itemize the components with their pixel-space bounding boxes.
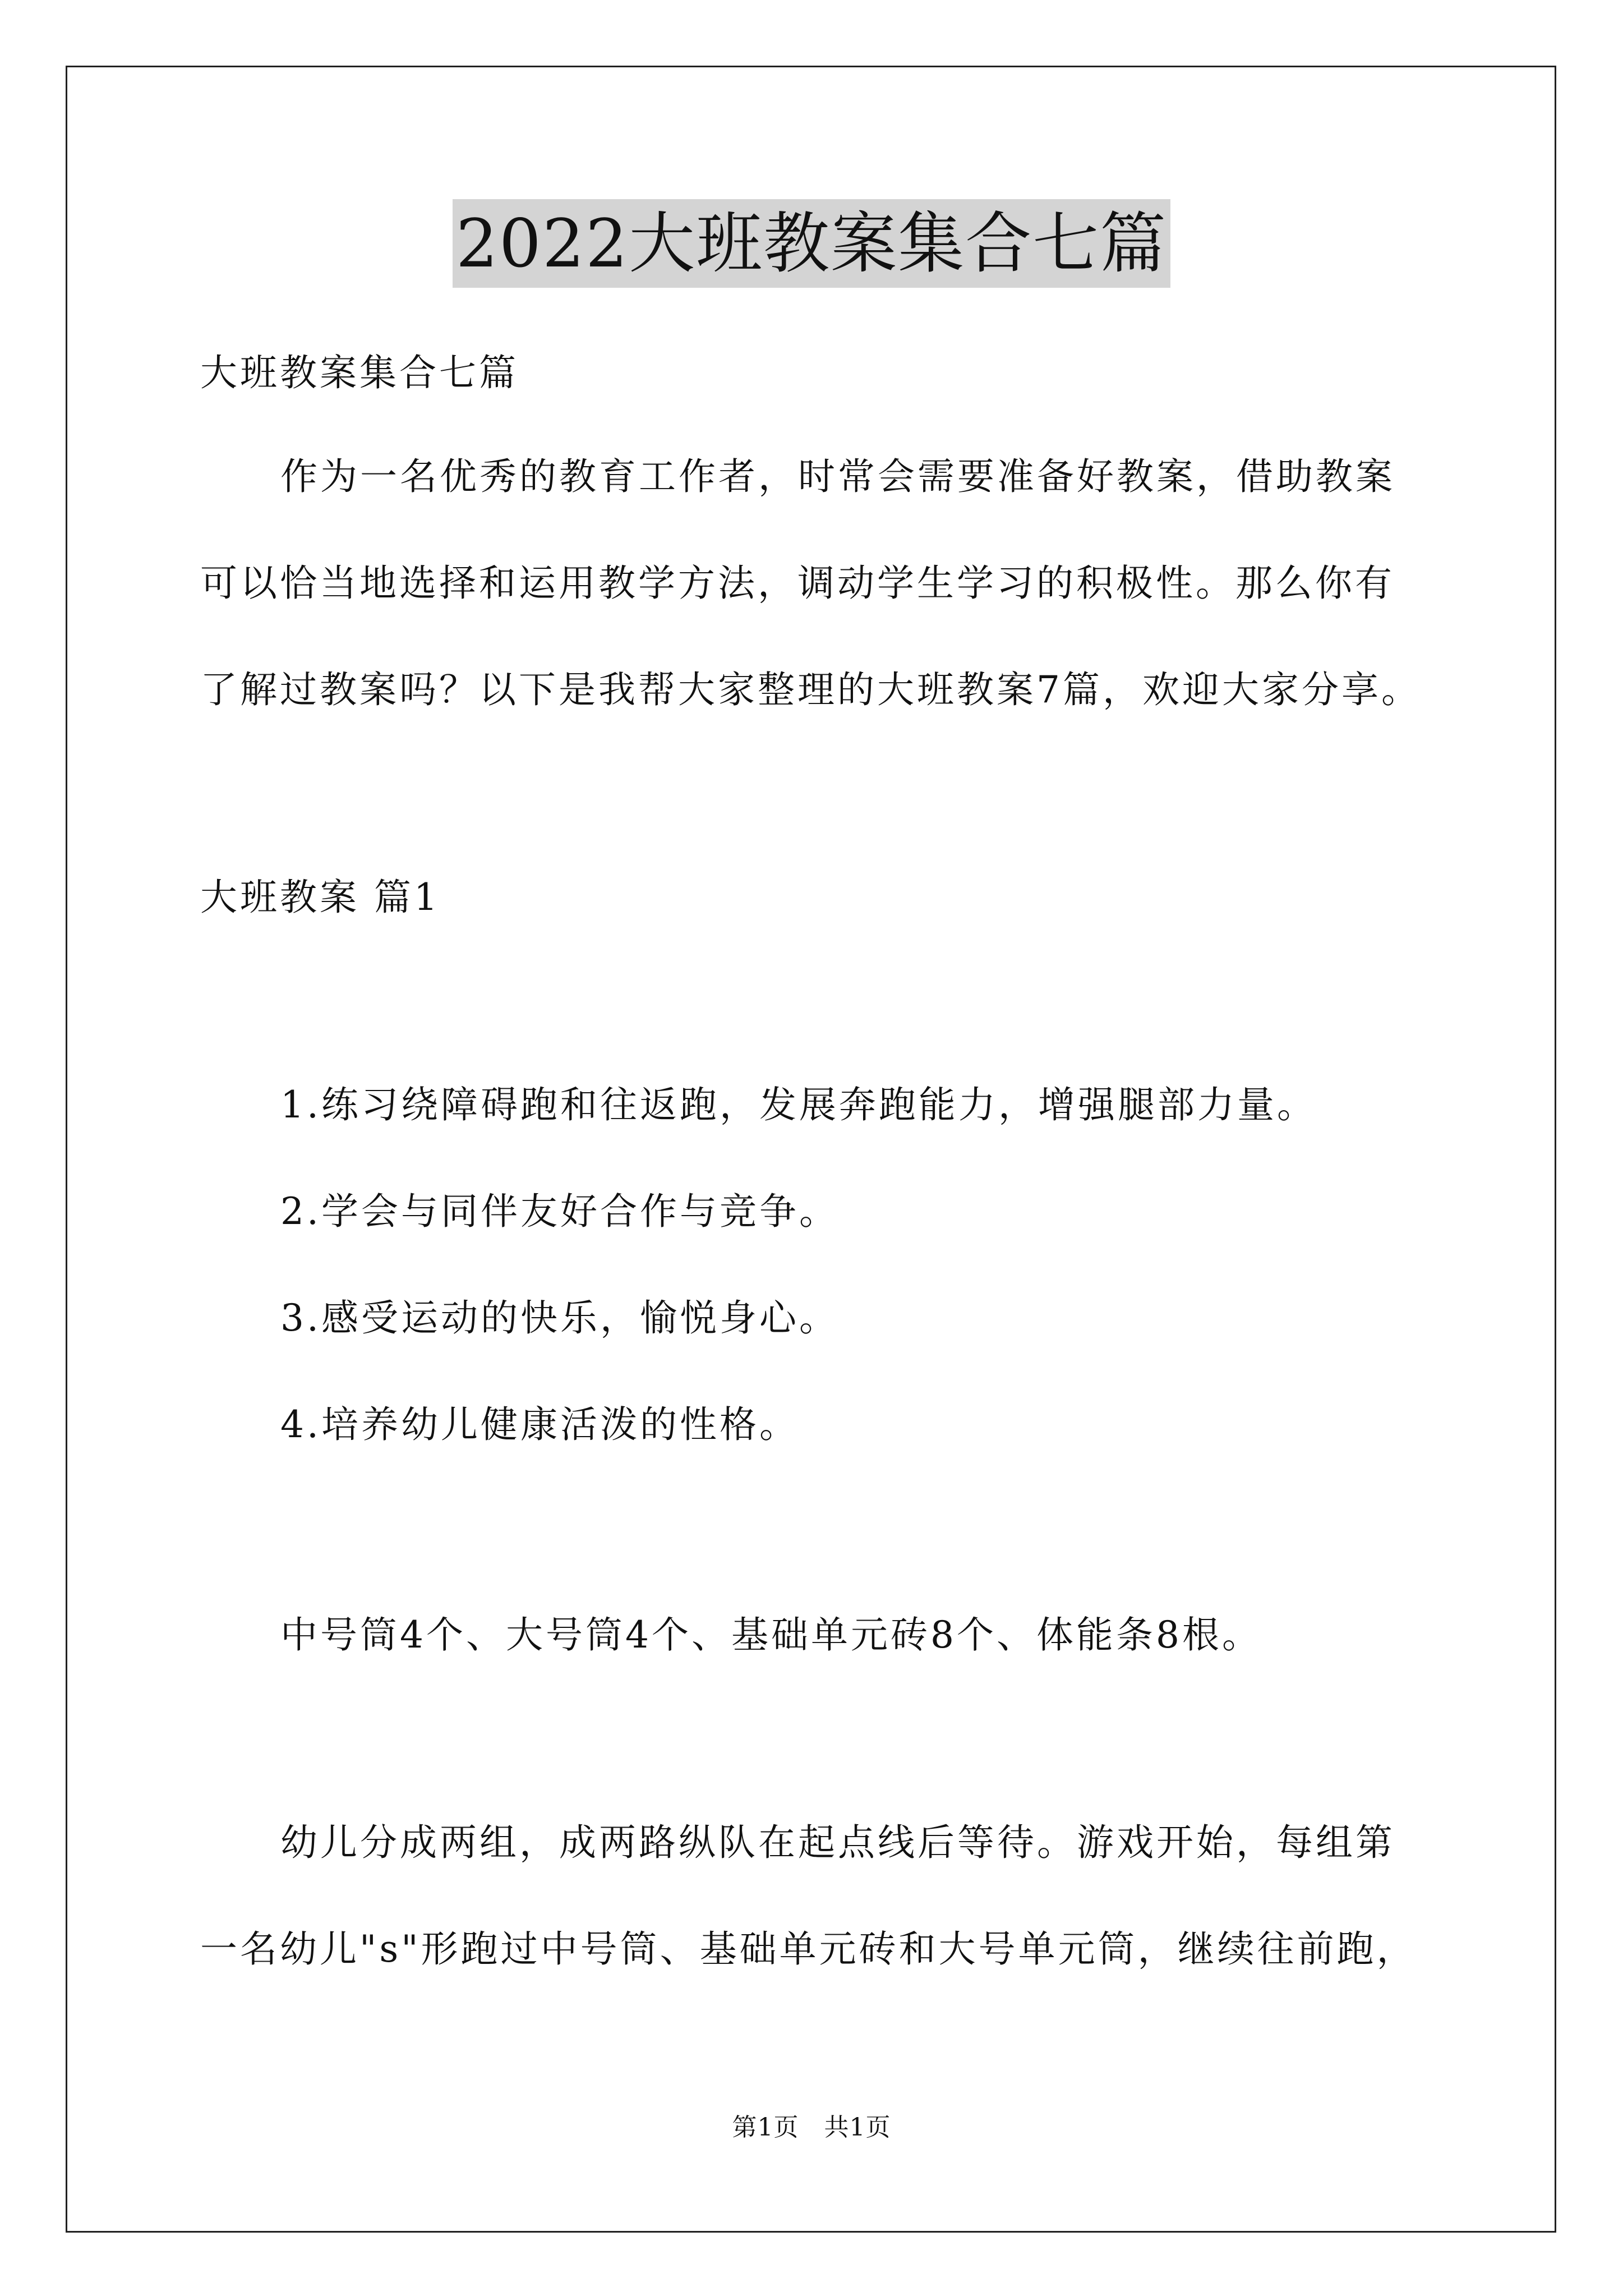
goal-item-1: 1.练习绕障碍跑和往返跑，发展奔跑能力，增强腿部力量。 [280, 1083, 1317, 1126]
section-heading: 大班教案 篇1 [200, 876, 440, 919]
document-title: 2022大班教案集合七篇 [453, 199, 1170, 288]
page-total: 共1页 [824, 2113, 891, 2142]
goal-item-4: 4.培养幼儿健康活泼的性格。 [280, 1403, 799, 1446]
goal-item-3: 3.感受运动的快乐，愉悦身心。 [280, 1296, 839, 1340]
page-footer [0, 2112, 1623, 2143]
process-line-2: 一名幼儿"s"形跑过中号筒、基础单元砖和大号单元筒，继续往前跑， [200, 1927, 1417, 1971]
materials-line: 中号筒4个、大号筒4个、基础单元砖8个、体能条8根。 [280, 1613, 1262, 1657]
intro-line-2: 可以恰当地选择和运用教学方法，调动学生学习的积极性。那么你有 [200, 562, 1395, 605]
goal-item-2: 2.学会与同伴友好合作与竞争。 [280, 1190, 839, 1233]
document-subtitle: 大班教案集合七篇 [200, 351, 519, 394]
intro-line-1: 作为一名优秀的教育工作者，时常会需要准备好教案，借助教案 [280, 455, 1395, 498]
page-number: 第1页 [732, 2113, 799, 2142]
title-block [0, 199, 1623, 288]
intro-line-3: 了解过教案吗？以下是我帮大家整理的大班教案7篇，欢迎大家分享。 [200, 668, 1421, 711]
process-line-1: 幼儿分成两组，成两路纵队在起点线后等待。游戏开始，每组第 [280, 1821, 1395, 1864]
